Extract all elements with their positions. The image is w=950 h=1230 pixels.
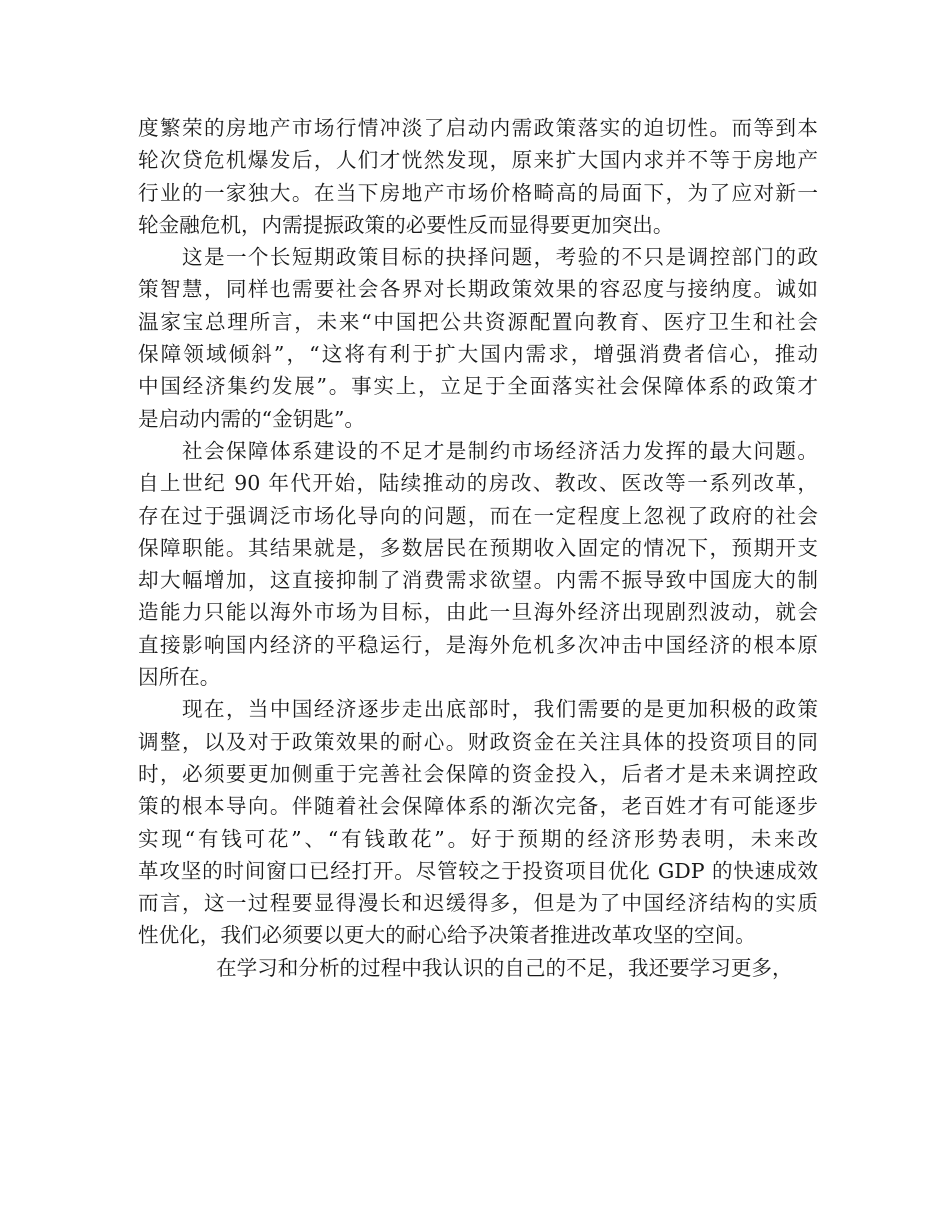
paragraph <box>138 693 818 951</box>
text-line: 却大幅增加，这直接抑制了消费需求欲望。内需不振导致中国庞大的制 <box>138 568 818 593</box>
paragraph <box>138 112 818 241</box>
text-line: 社会保障体系建设的不足才是制约市场经济活力发挥的最大问题。 <box>182 438 818 463</box>
text-line: 策智慧，同样也需要社会各界对长期政策效果的容忍度与接纳度。诚如 <box>138 277 818 302</box>
document-body <box>138 112 818 984</box>
paragraph <box>138 952 818 984</box>
text-line: 保障职能。其结果就是，多数居民在预期收入固定的情况下，预期开支 <box>138 535 818 560</box>
text-line: 性优化，我们必须要以更大的耐心给予决策者推进改革攻坚的空间。 <box>138 923 756 948</box>
text-line: 而言，这一过程要显得漫长和迟缓得多，但是为了中国经济结构的实质 <box>138 891 818 916</box>
text-line: 中国经济集约发展”。事实上，立足于全面落实社会保障体系的政策才 <box>138 374 818 399</box>
text-line: 自上世纪 90 年代开始，陆续推动的房改、教改、医改等一系列改革， <box>138 471 818 496</box>
text-line: 轮次贷危机爆发后，人们才恍然发现，原来扩大国内求并不等于房地产 <box>138 148 818 173</box>
paragraph <box>138 435 818 693</box>
text-line: 策的根本导向。伴随着社会保障体系的渐次完备，老百姓才有可能逐步 <box>138 794 818 819</box>
text-line: 因所在。 <box>138 665 221 690</box>
text-line: 调整，以及对于政策效果的耐心。财政资金在关注具体的投资项目的同 <box>138 729 818 754</box>
text-line: 行业的一家独大。在当下房地产市场价格畸高的局面下，为了应对新一 <box>138 180 818 205</box>
paragraph <box>138 241 818 435</box>
text-line: 温家宝总理所言，未来“中国把公共资源配置向教育、医疗卫生和社会 <box>138 309 818 334</box>
text-line: 在学习和分析的过程中我认识的自己的不足，我还要学习更多， <box>216 955 793 980</box>
text-line: 存在过于强调泛市场化导向的问题，而在一定程度上忽视了政府的社会 <box>138 503 818 528</box>
text-line: 保障领域倾斜”，“这将有利于扩大国内需求，增强消费者信心，推动 <box>138 342 818 367</box>
text-line: 是启动内需的“金钥匙”。 <box>138 406 365 431</box>
text-line: 实现“有钱可花”、“有钱敢花”。好于预期的经济形势表明，未来改 <box>138 826 818 851</box>
text-line: 这是一个长短期政策目标的抉择问题，考验的不只是调控部门的政 <box>182 245 818 270</box>
text-line: 轮金融危机，内需提振政策的必要性反而显得要更加突出。 <box>138 212 674 237</box>
text-line: 直接影响国内经济的平稳运行，是海外危机多次冲击中国经济的根本原 <box>138 632 818 657</box>
text-line: 现在，当中国经济逐步走出底部时，我们需要的是更加积极的政策 <box>182 697 818 722</box>
text-line: 时，必须要更加侧重于完善社会保障的资金投入，后者才是未来调控政 <box>138 761 818 786</box>
text-line: 造能力只能以海外市场为目标，由此一旦海外经济出现剧烈波动，就会 <box>138 600 818 625</box>
text-line: 度繁荣的房地产市场行情冲淡了启动内需政策落实的迫切性。而等到本 <box>138 116 818 140</box>
text-line: 革攻坚的时间窗口已经打开。尽管较之于投资项目优化 GDP 的快速成效 <box>138 858 818 883</box>
